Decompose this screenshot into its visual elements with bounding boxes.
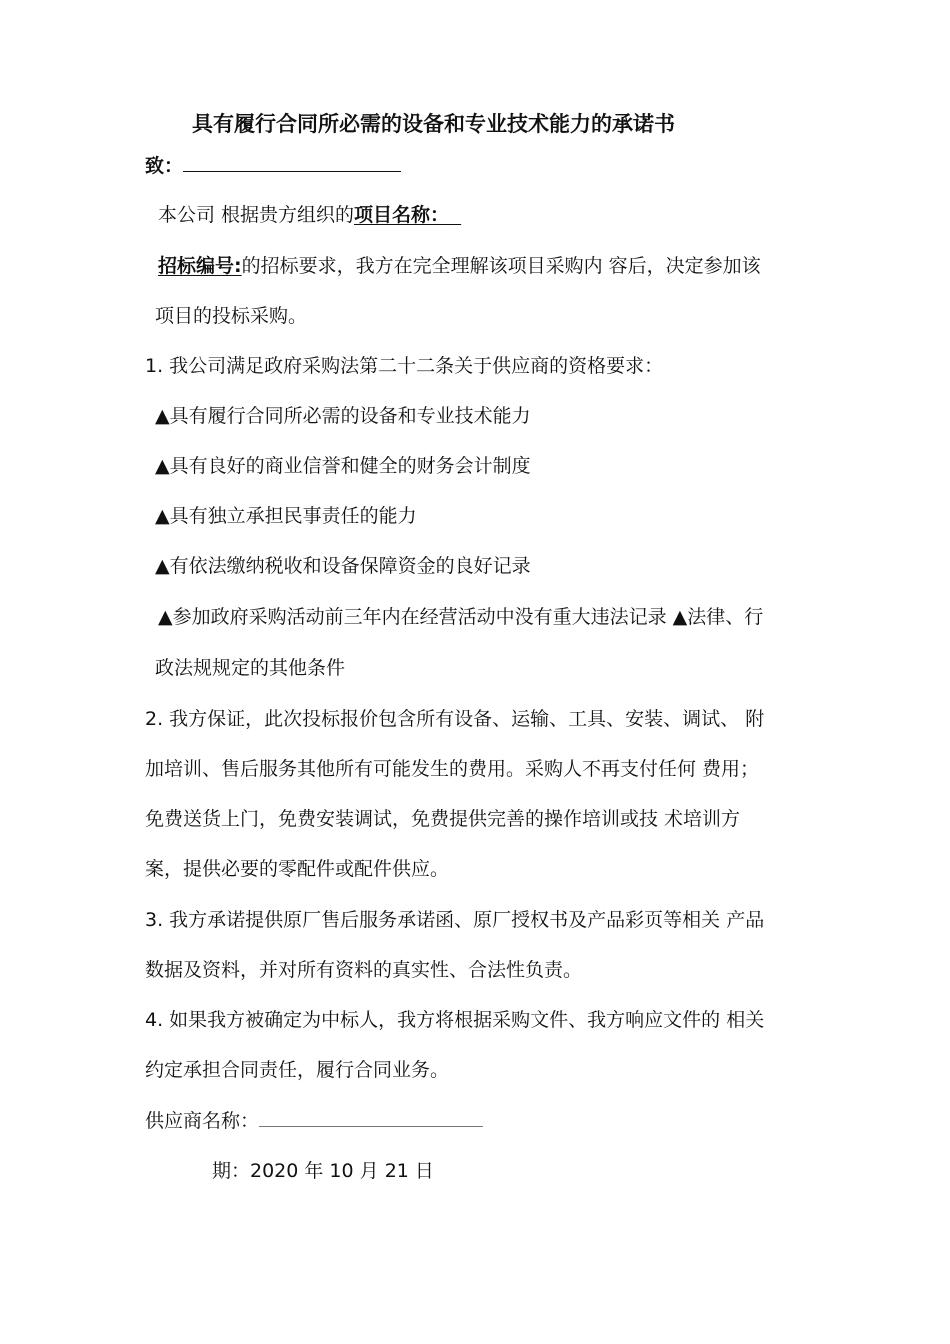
intro-line-3: 项目的投标采购。 [155, 305, 308, 327]
clause-3-line: 数据及资料，并对所有资料的真实性、合法性负责。 [145, 959, 583, 981]
intro-text-1: 本公司 根据贵方组织的 [158, 204, 355, 226]
clause-3-line: 3. 我方承诺提供原厂售后服务承诺函、原厂授权书及产品彩页等相关 产品 [145, 909, 765, 931]
supplier-line [145, 1108, 483, 1133]
intro-line-2 [158, 254, 761, 278]
qualification-item: 政法规规定的其他条件 [155, 657, 346, 679]
recipient-blank [183, 153, 401, 172]
clause-2-line: 加培训、售后服务其他所有可能发生的费用。采购人不再支付任何 费用； [145, 758, 760, 780]
document-title: 具有履行合同所必需的设备和专业技术能力的承诺书 [192, 112, 675, 136]
supplier-label: 供应商名称： [145, 1110, 260, 1132]
qualification-item: ▲参加政府采购活动前三年内在经营活动中没有重大违法记录 ▲法律、行 [158, 606, 764, 628]
intro-line-1 [158, 203, 461, 227]
clause-2-line: 2. 我方保证，此次投标报价包含所有设备、运输、工具、安装、调试、 附 [145, 708, 765, 730]
qualification-item: ▲具有良好的商业信誉和健全的财务会计制度 [155, 455, 531, 477]
bid-number-label: 招标编号: [158, 255, 242, 277]
recipient-label: 致： [145, 155, 184, 177]
intro-text-2: 的招标要求，我方在完全理解该项目采购内 容后，决定参加该 [241, 255, 761, 277]
clause-2-line: 案，提供必要的零配件或配件供应。 [145, 858, 450, 880]
date-line: 期：2020 年 10 月 21 日 [212, 1160, 434, 1182]
qualification-item: ▲具有履行合同所必需的设备和专业技术能力 [155, 405, 531, 427]
clause-4-line: 约定承担合同责任，履行合同业务。 [145, 1059, 450, 1081]
clause-2-line: 免费送货上门，免费安装调试，免费提供完善的操作培训或技 术培训方 [145, 808, 741, 830]
recipient-line [145, 153, 401, 178]
clause-4-line: 4. 如果我方被确定为中标人，我方将根据采购文件、我方响应文件的 相关 [145, 1009, 765, 1031]
qualification-item: ▲有依法缴纳税收和设备保障资金的良好记录 [155, 555, 531, 577]
qualification-item: ▲具有独立承担民事责任的能力 [155, 505, 417, 527]
project-name-blank [449, 204, 461, 226]
supplier-blank [259, 1108, 483, 1127]
project-name-label: 项目名称： [354, 204, 450, 226]
clause-1-heading: 1. 我公司满足政府采购法第二十二条关于供应商的资格要求： [145, 355, 664, 377]
